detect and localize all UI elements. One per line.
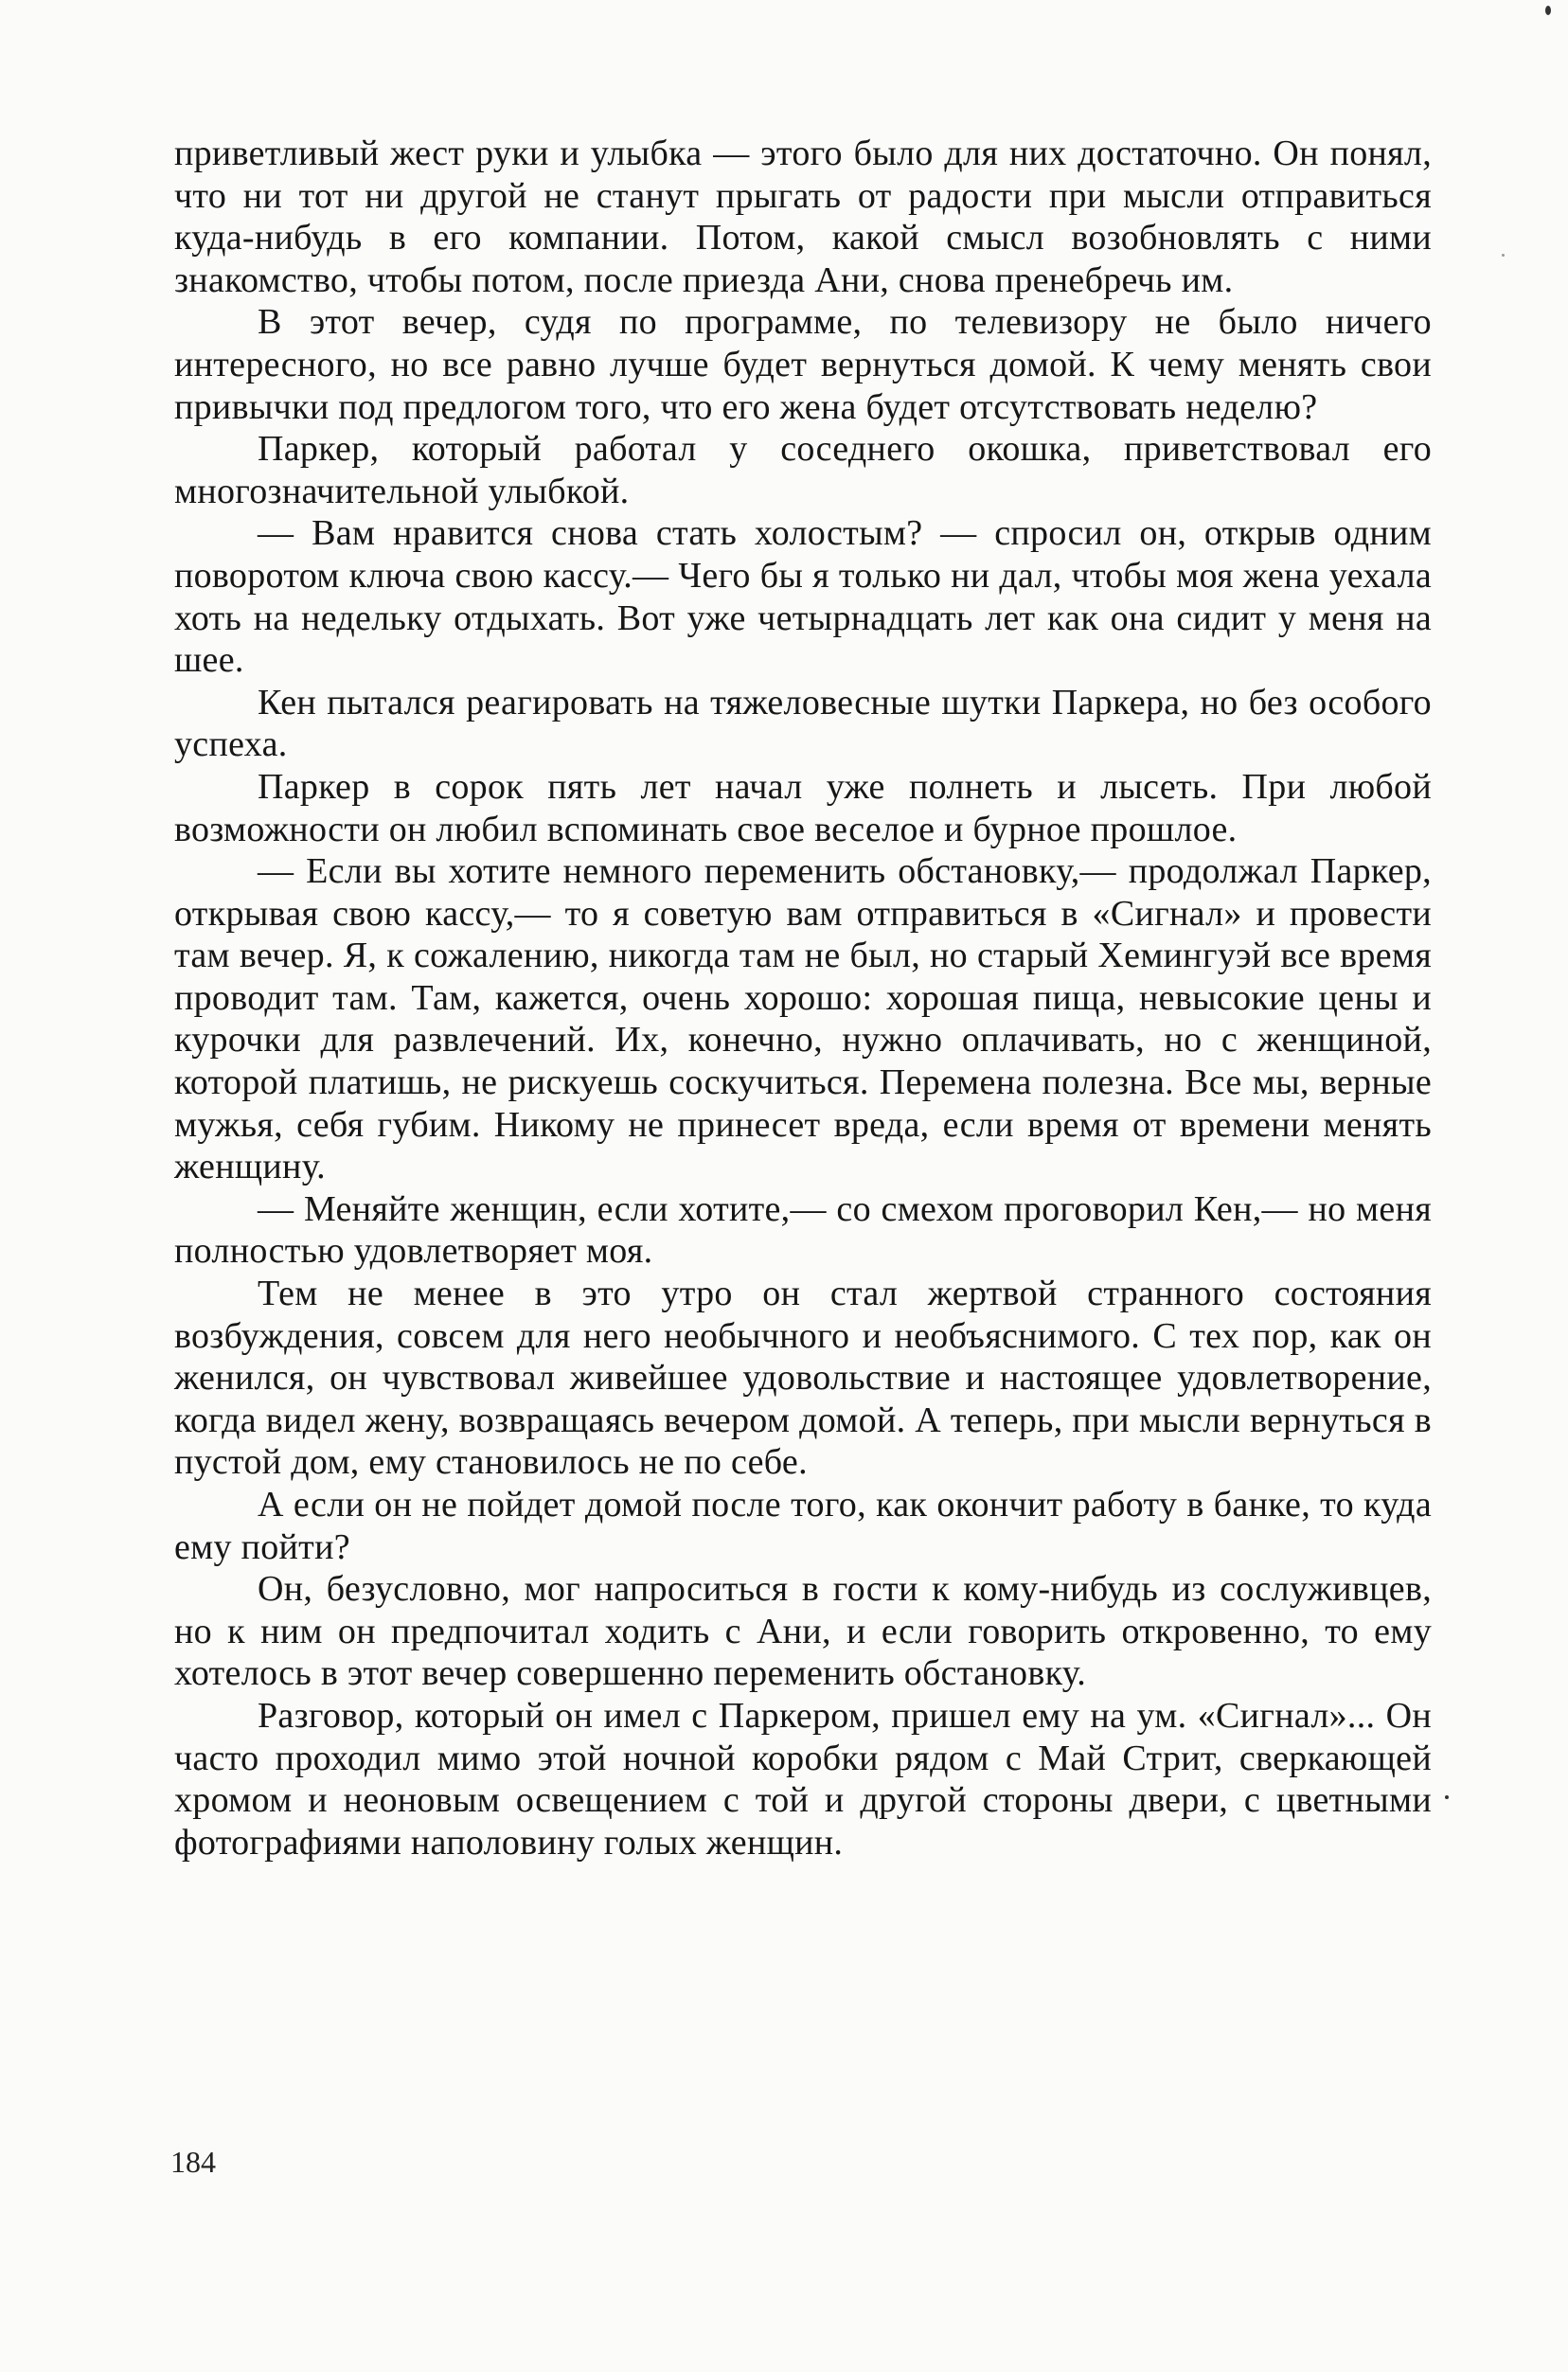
paragraph: Тем не менее в это утро он стал жертвой странного состояния возбуждения, совсем для него необычного и необъяснимого. С тех пор, как он женился, он чувствовал живейшее удовольствие и настоящее удовлетворение, когда видел жену, возвращаясь вечером домой. А теперь, при мысли вернуться в пустой дом, ему становилось не по себе. <box>174 1274 1432 1483</box>
scan-speck <box>1502 254 1505 257</box>
paragraph: Разговор, который он имел с Паркером, пришел ему на ум. «Сигнал»... Он часто проходил мимо этой ночной коробки рядом с Май Стрит, сверкающей хромом и неоновым освещением с той и другой стороны двери, с цветными фотографиями наполовину голых женщин. <box>174 1695 1432 1863</box>
paragraph: Паркер, который работал у соседнего окошка, приветствовал его многозначительной улыбкой. <box>174 429 1432 511</box>
paragraph: приветливый жест руки и улыбка — этого было для них достаточно. Он понял, что ни тот ни другой не станут прыгать от радости при мысли отправиться куда-нибудь в его компании. Потом, какой смысл возобновлять с ними знакомство, чтобы потом, после приезда Ани, снова пренебречь им. <box>174 134 1432 300</box>
scan-speck <box>1545 6 1551 15</box>
paragraph: Кен пытался реагировать на тяжеловесные шутки Паркера, но без особого успеха. <box>174 682 1432 765</box>
page-number: 184 <box>170 2145 216 2179</box>
paragraph: — Меняйте женщин, если хотите,— со смехом проговорил Кен,— но меня полностью удовлетворяет моя. <box>174 1188 1432 1272</box>
paragraph: А если он не пойдет домой после того, как окончит работу в банке, то куда ему пойти? <box>174 1485 1432 1567</box>
paragraph: — Вам нравится снова стать холостым? — спросил он, открыв одним поворотом ключа свою кассу.— Чего бы я только ни дал, чтобы моя жена уехала хоть на недельку отдыхать. Вот уже четырнадцать лет как она сидит у меня на шее. <box>174 513 1432 681</box>
scan-speck <box>1445 1795 1449 1799</box>
paragraph: Он, безусловно, мог напроситься в гости к кому-нибудь из сослуживцев, но к ним он предпочитал ходить с Ани, и если говорить откровенно, то ему хотелось в этот вечер совершенно переменить обстановку. <box>174 1569 1432 1694</box>
paragraph: — Если вы хотите немного переменить обстановку,— продолжал Паркер, открывая свою кассу,— то я советую вам отправиться в «Сигнал» и провести там вечер. Я, к сожалению, никогда там не был, но старый Хемингуэй все время проводит там. Там, кажется, очень хорошо: хорошая пища, невысокие цены и курочки для развлечений. Их, конечно, нужно оплачивать, но с женщиной, которой платишь, не рискуешь соскучиться. Перемена полезна. Все мы, верные мужья, себя губим. Никому не принесет вреда, если время от времени менять женщину. <box>174 851 1432 1187</box>
body-text <box>174 133 1432 1864</box>
paragraph: В этот вечер, судя по программе, по телевизору не было ничего интересного, но все равно лучше будет вернуться домой. К чему менять свои привычки под предлогом того, что его жена будет отсутствовать неделю? <box>174 302 1432 427</box>
paragraph: Паркер в сорок пять лет начал уже полнеть и лысеть. При любой возможности он любил вспоминать свое веселое и бурное прошлое. <box>174 766 1432 849</box>
